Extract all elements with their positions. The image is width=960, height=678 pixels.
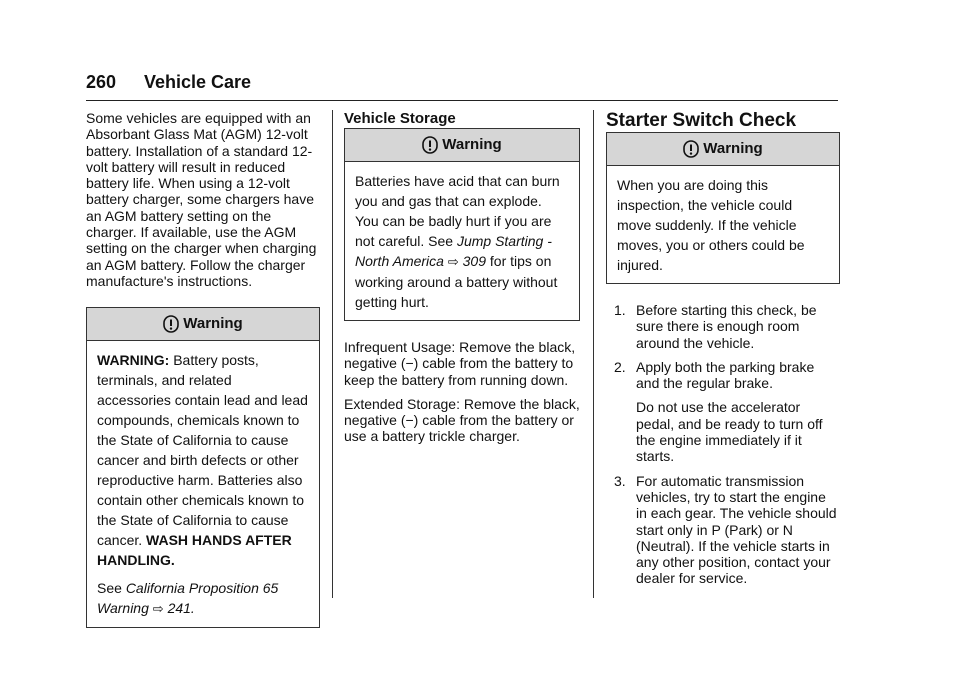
reference-page[interactable]: 309 [462,253,486,269]
step-number: 3. [614,472,626,489]
warning-icon [683,140,699,158]
steps-list [606,302,840,587]
vehicle-storage-heading: Vehicle Storage [344,110,456,127]
page-header [86,72,838,101]
warning-box [344,128,580,321]
reference-link[interactable]: California Proposition 65 Warning [97,580,279,617]
column-2 [344,110,580,445]
warning-body [607,166,839,283]
warning-text: When you are doing this inspection, the vehicle could move suddenly. If the vehicle moves, you or others could be injured. [617,177,805,273]
warning-title: Warning [442,135,502,153]
warning-title: Warning [183,315,243,333]
extended-storage-paragraph: Extended Storage: Remove the black, negative (−) cable from the battery or use a battery trickle charger. [344,395,580,445]
warning-text: Battery posts, terminals, and related accessories contain lead and lead compounds, chemicals known to the State of California to cause cancer and birth defects or other reproductive harm. Batteries also contain other chemicals known to the State of California to cause cancer. [97,352,308,549]
step-text: Before starting this check, be sure there is enough room around the vehicle. [636,302,817,351]
warning-label: WARNING: [97,352,170,369]
reference-arrow-icon: ⇨ [447,254,459,269]
warning-text-after: for tips on working around a battery without getting hurt. [355,253,558,310]
column-3 [606,110,840,595]
step-text: For automatic transmission vehicles, try to start the engine in each gear. The vehicle should start only in P (Park) or N (Neutral). If the vehicle starts in any other position, contact your dealer for service. [636,472,837,587]
step-note: Do not use the accelerator pedal, and be ready to turn off the engine immediately if it starts. [636,399,823,465]
agm-battery-paragraph: Some vehicles are equipped with an Absorbant Glass Mat (AGM) 12-volt battery. Installation of a standard 12-volt battery will result in reduced battery life. When using a 12-volt battery charger, some chargers have an AGM battery setting on the charger. If available, use the AGM setting on the charger when charging an AGM battery. Follow the charger manufacture's instructions. [86,110,317,289]
column-divider [332,110,333,598]
step-number: 1. [614,302,626,318]
reference-arrow-icon: ⇨ [152,601,164,617]
column-divider [593,110,594,598]
warning-header [87,308,319,341]
warning-body [87,341,319,627]
page-number: 260 [86,72,117,92]
step-number: 2. [614,358,626,375]
warning-header [607,133,839,166]
starter-switch-heading: Starter Switch Check [606,110,797,131]
reference-page[interactable]: 241. [167,600,195,617]
list-item [606,359,840,465]
wash-hands-text: WASH HANDS AFTER HANDLING. [97,532,292,569]
list-item [606,302,840,351]
see-prefix: See [97,580,122,597]
warning-title: Warning [703,139,763,157]
warning-box [606,132,840,284]
column-1 [86,110,320,628]
infrequent-usage-paragraph: Infrequent Usage: Remove the black, negative (−) cable from the battery to keep the battery from running down. [344,339,576,388]
reference-link[interactable]: Jump Starting - North America [355,233,552,269]
list-item [606,473,840,587]
warning-icon [163,315,179,333]
warning-body [345,162,579,320]
warning-box [86,307,320,628]
step-text: Apply both the parking brake and the regular brake. [636,358,815,392]
section-title: Vehicle Care [144,72,252,92]
warning-icon [422,136,438,154]
warning-text: Batteries have acid that can burn you and gas that can explode. You can be badly hurt if you are not careful. See [355,173,560,249]
warning-header [345,129,579,162]
